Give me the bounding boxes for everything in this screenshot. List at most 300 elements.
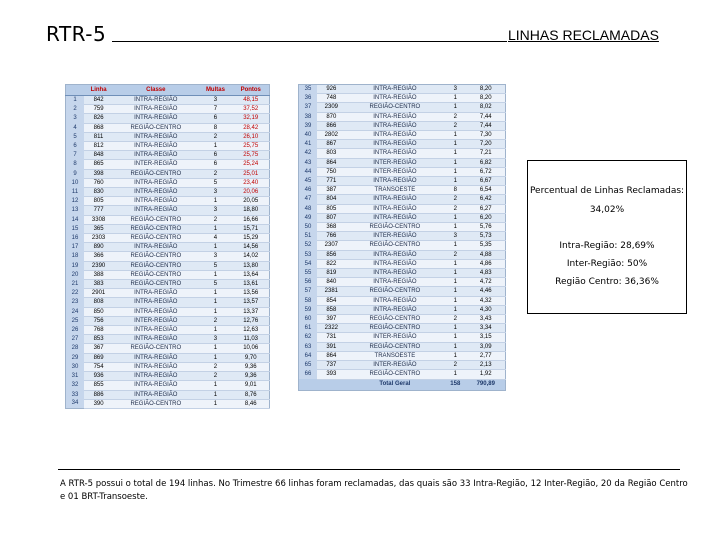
row-index: 39 <box>299 121 318 130</box>
linha-cell: 868 <box>84 123 113 132</box>
table-row <box>66 372 270 381</box>
table-row <box>299 305 506 314</box>
classe-cell: INTRA-REGIÃO <box>346 140 444 149</box>
pontos-cell: 25,75 <box>232 151 269 160</box>
multas-cell: 1 <box>444 333 466 342</box>
total-spacer <box>299 379 318 390</box>
inter-regiao-percentage: Inter-Região: 50% <box>566 259 648 269</box>
multas-cell: 2 <box>444 315 466 324</box>
row-index: 30 <box>66 362 85 371</box>
pontos-cell: 9,01 <box>232 381 269 390</box>
pontos-cell: 8,02 <box>467 103 506 112</box>
linha-cell: 387 <box>317 186 346 195</box>
multas-cell: 4 <box>198 234 232 243</box>
classe-cell: INTRA-REGIÃO <box>113 326 198 335</box>
classe-cell: INTRA-REGIÃO <box>113 142 198 151</box>
pontos-cell: 8,46 <box>232 399 269 408</box>
pontos-cell: 25,01 <box>232 169 269 178</box>
row-index: 34 <box>66 399 85 408</box>
classe-cell: INTER-REGIÃO <box>346 158 444 167</box>
table-row <box>299 204 506 213</box>
multas-cell: 3 <box>444 232 466 241</box>
table-row <box>66 160 270 169</box>
table-row <box>299 213 506 222</box>
multas-cell: 2 <box>444 361 466 370</box>
percentage-box <box>527 160 687 314</box>
multas-cell: 1 <box>444 342 466 351</box>
classe-cell: REGIÃO-CENTRO <box>346 315 444 324</box>
linha-cell: 365 <box>84 224 113 233</box>
table-row <box>66 270 270 279</box>
row-index: 50 <box>299 223 318 232</box>
multas-cell: 1 <box>444 103 466 112</box>
table-row <box>299 370 506 379</box>
pontos-cell: 20,06 <box>232 188 269 197</box>
total-spacer <box>317 379 346 390</box>
percentage-value: 34,02% <box>589 205 625 215</box>
table-row <box>66 261 270 270</box>
table-row <box>299 195 506 204</box>
linha-cell: 865 <box>84 160 113 169</box>
pontos-cell: 13,80 <box>232 261 269 270</box>
table-row <box>299 296 506 305</box>
pontos-cell: 1,92 <box>467 370 506 379</box>
table-row <box>299 158 506 167</box>
table-row <box>299 94 506 103</box>
pontos-cell: 14,56 <box>232 243 269 252</box>
pontos-cell: 3,34 <box>467 324 506 333</box>
table-row <box>66 224 270 233</box>
table-row <box>66 307 270 316</box>
linha-cell: 822 <box>317 259 346 268</box>
row-index: 22 <box>66 289 85 298</box>
linha-cell: 840 <box>317 278 346 287</box>
row-index: 14 <box>66 215 85 224</box>
classe-cell: REGIÃO-CENTRO <box>346 223 444 232</box>
row-index: 62 <box>299 333 318 342</box>
row-index: 51 <box>299 232 318 241</box>
table-row <box>66 142 270 151</box>
pontos-cell: 6,20 <box>467 213 506 222</box>
table-row <box>66 353 270 362</box>
row-index: 7 <box>66 151 85 160</box>
linha-cell: 890 <box>84 243 113 252</box>
multas-cell: 2 <box>198 215 232 224</box>
pontos-cell: 32,19 <box>232 114 269 123</box>
row-index: 8 <box>66 160 85 169</box>
table-row <box>66 390 270 399</box>
complaints-table-right <box>298 84 506 391</box>
pontos-cell: 15,71 <box>232 224 269 233</box>
table-row <box>299 121 506 130</box>
classe-cell: REGIÃO-CENTRO <box>346 287 444 296</box>
table-row <box>66 123 270 132</box>
row-index: 29 <box>66 353 85 362</box>
linha-cell: 771 <box>317 177 346 186</box>
pontos-cell: 11,03 <box>232 335 269 344</box>
row-index: 48 <box>299 204 318 213</box>
pontos-cell: 37,52 <box>232 105 269 114</box>
table-row <box>299 140 506 149</box>
linha-cell: 858 <box>317 305 346 314</box>
multas-cell: 2 <box>444 204 466 213</box>
classe-cell: REGIÃO-CENTRO <box>113 344 198 353</box>
linha-cell: 398 <box>84 169 113 178</box>
linha-cell: 768 <box>84 326 113 335</box>
linha-cell: 2309 <box>317 103 346 112</box>
pontos-cell: 6,72 <box>467 167 506 176</box>
linha-cell: 867 <box>317 140 346 149</box>
row-index: 9 <box>66 169 85 178</box>
multas-cell: 1 <box>444 278 466 287</box>
table-row <box>66 280 270 289</box>
linha-cell: 869 <box>84 353 113 362</box>
table-row <box>299 186 506 195</box>
multas-cell: 1 <box>444 370 466 379</box>
table-row <box>66 298 270 307</box>
multas-cell: 1 <box>444 269 466 278</box>
multas-cell: 1 <box>444 177 466 186</box>
classe-cell: INTRA-REGIÃO <box>113 390 198 399</box>
pontos-cell: 7,30 <box>467 131 506 140</box>
linha-cell: 366 <box>84 252 113 261</box>
table-row <box>299 361 506 370</box>
page-title: RTR-5 <box>46 22 107 46</box>
multas-cell: 1 <box>444 287 466 296</box>
pontos-cell: 28,42 <box>232 123 269 132</box>
table-row <box>299 149 506 158</box>
linha-cell: 803 <box>317 149 346 158</box>
classe-cell: REGIÃO-CENTRO <box>346 342 444 351</box>
table-row <box>299 287 506 296</box>
col-header-multas: Multas <box>198 85 232 96</box>
multas-cell: 1 <box>198 326 232 335</box>
multas-cell: 2 <box>444 121 466 130</box>
total-row <box>299 379 506 390</box>
multas-cell: 1 <box>444 158 466 167</box>
multas-cell: 3 <box>198 252 232 261</box>
table-header-row <box>66 85 270 96</box>
pontos-cell: 14,02 <box>232 252 269 261</box>
linha-cell: 926 <box>317 85 346 94</box>
linha-cell: 368 <box>317 223 346 232</box>
pontos-cell: 3,15 <box>467 333 506 342</box>
classe-cell: INTRA-REGIÃO <box>346 259 444 268</box>
classe-cell: INTRA-REGIÃO <box>113 362 198 371</box>
row-index: 17 <box>66 243 85 252</box>
row-index: 46 <box>299 186 318 195</box>
table-row <box>66 206 270 215</box>
pontos-cell: 7,20 <box>467 140 506 149</box>
pontos-cell: 48,15 <box>232 96 269 105</box>
multas-cell: 1 <box>198 390 232 399</box>
linha-cell: 936 <box>84 372 113 381</box>
multas-cell: 2 <box>198 362 232 371</box>
pontos-cell: 4,83 <box>467 269 506 278</box>
multas-cell: 6 <box>198 151 232 160</box>
total-label: Total Geral <box>346 379 444 390</box>
index-header <box>66 85 85 96</box>
table-row <box>299 131 506 140</box>
multas-cell: 1 <box>444 167 466 176</box>
linha-cell: 759 <box>84 105 113 114</box>
row-index: 65 <box>299 361 318 370</box>
multas-cell: 5 <box>198 280 232 289</box>
pontos-cell: 9,70 <box>232 353 269 362</box>
table-row <box>66 399 270 408</box>
pontos-cell: 4,88 <box>467 250 506 259</box>
multas-cell: 3 <box>198 188 232 197</box>
classe-cell: INTRA-REGIÃO <box>346 305 444 314</box>
pontos-cell: 15,29 <box>232 234 269 243</box>
classe-cell: TRANSOESTE <box>346 186 444 195</box>
pontos-cell: 2,13 <box>467 361 506 370</box>
footer-text: A RTR-5 possui o total de 194 linhas. No Trimestre 66 linhas foram reclamadas, das quais são 33 Intra-Região, 12 Inter-Região, 20 da Região Centro e 01 BRT-Transoeste. <box>60 479 688 502</box>
classe-cell: INTRA-REGIÃO <box>346 112 444 121</box>
linha-cell: 853 <box>84 335 113 344</box>
row-index: 19 <box>66 261 85 270</box>
linha-cell: 848 <box>84 151 113 160</box>
linha-cell: 2322 <box>317 324 346 333</box>
pontos-cell: 10,06 <box>232 344 269 353</box>
table-row <box>66 326 270 335</box>
linha-cell: 807 <box>317 213 346 222</box>
classe-cell: INTRA-REGIÃO <box>346 296 444 305</box>
pontos-cell: 4,32 <box>467 296 506 305</box>
classe-cell: INTER-REGIÃO <box>346 232 444 241</box>
pontos-cell: 13,57 <box>232 298 269 307</box>
multas-cell: 1 <box>444 305 466 314</box>
row-index: 12 <box>66 197 85 206</box>
classe-cell: INTRA-REGIÃO <box>346 177 444 186</box>
row-index: 28 <box>66 344 85 353</box>
row-index: 59 <box>299 305 318 314</box>
classe-cell: INTRA-REGIÃO <box>346 131 444 140</box>
table-row <box>66 243 270 252</box>
row-index: 58 <box>299 296 318 305</box>
classe-cell: INTRA-REGIÃO <box>346 269 444 278</box>
multas-cell: 1 <box>198 307 232 316</box>
linha-cell: 805 <box>317 204 346 213</box>
pontos-cell: 20,05 <box>232 197 269 206</box>
classe-cell: INTRA-REGIÃO <box>346 250 444 259</box>
classe-cell: INTRA-REGIÃO <box>113 307 198 316</box>
linha-cell: 766 <box>317 232 346 241</box>
multas-cell: 3 <box>444 85 466 94</box>
classe-cell: INTRA-REGIÃO <box>113 96 198 105</box>
classe-cell: INTRA-REGIÃO <box>113 197 198 206</box>
multas-cell: 1 <box>444 131 466 140</box>
classe-cell: INTER-REGIÃO <box>113 316 198 325</box>
multas-cell: 1 <box>198 344 232 353</box>
col-header-pontos: Pontos <box>232 85 269 96</box>
table-row <box>66 289 270 298</box>
row-index: 15 <box>66 224 85 233</box>
classe-cell: REGIÃO-CENTRO <box>346 370 444 379</box>
linha-cell: 856 <box>317 250 346 259</box>
table-row <box>299 223 506 232</box>
linha-cell: 811 <box>84 132 113 141</box>
classe-cell: INTRA-REGIÃO <box>346 204 444 213</box>
classe-cell: INTRA-REGIÃO <box>346 213 444 222</box>
row-index: 25 <box>66 316 85 325</box>
multas-cell: 1 <box>198 289 232 298</box>
row-index: 56 <box>299 278 318 287</box>
pontos-cell: 18,80 <box>232 206 269 215</box>
table-row <box>299 177 506 186</box>
pontos-cell: 12,76 <box>232 316 269 325</box>
col-header-classe: Classe <box>113 85 198 96</box>
row-index: 4 <box>66 123 85 132</box>
classe-cell: REGIÃO-CENTRO <box>113 270 198 279</box>
row-index: 23 <box>66 298 85 307</box>
row-index: 38 <box>299 112 318 121</box>
classe-cell: INTRA-REGIÃO <box>113 178 198 187</box>
table-row <box>66 381 270 390</box>
classe-cell: INTRA-REGIÃO <box>113 353 198 362</box>
total-pontos: 790,89 <box>467 379 506 390</box>
classe-cell: REGIÃO-CENTRO <box>113 215 198 224</box>
table-row <box>66 234 270 243</box>
pontos-cell: 8,76 <box>232 390 269 399</box>
classe-cell: INTRA-REGIÃO <box>346 94 444 103</box>
linha-cell: 870 <box>317 112 346 121</box>
multas-cell: 2 <box>444 112 466 121</box>
classe-cell: INTRA-REGIÃO <box>113 243 198 252</box>
pontos-cell: 13,56 <box>232 289 269 298</box>
row-index: 1 <box>66 96 85 105</box>
row-index: 47 <box>299 195 318 204</box>
row-index: 36 <box>299 94 318 103</box>
multas-cell: 1 <box>444 259 466 268</box>
row-index: 10 <box>66 178 85 187</box>
multas-cell: 3 <box>198 335 232 344</box>
linha-cell: 754 <box>84 362 113 371</box>
multas-cell: 1 <box>198 142 232 151</box>
pontos-cell: 13,64 <box>232 270 269 279</box>
row-index: 20 <box>66 270 85 279</box>
multas-cell: 1 <box>444 149 466 158</box>
classe-cell: REGIÃO-CENTRO <box>346 103 444 112</box>
pontos-cell: 13,61 <box>232 280 269 289</box>
footer-rule <box>58 469 680 470</box>
multas-cell: 1 <box>198 399 232 408</box>
table-row <box>299 315 506 324</box>
multas-cell: 1 <box>198 298 232 307</box>
pontos-cell: 7,21 <box>467 149 506 158</box>
multas-cell: 2 <box>198 132 232 141</box>
linha-cell: 391 <box>317 342 346 351</box>
table-row <box>66 344 270 353</box>
linha-cell: 367 <box>84 344 113 353</box>
title-underline <box>112 41 507 42</box>
row-index: 43 <box>299 158 318 167</box>
row-index: 60 <box>299 315 318 324</box>
linha-cell: 393 <box>317 370 346 379</box>
table-row <box>299 167 506 176</box>
pontos-cell: 2,77 <box>467 351 506 360</box>
classe-cell: INTRA-REGIÃO <box>113 298 198 307</box>
linha-cell: 819 <box>317 269 346 278</box>
linha-cell: 777 <box>84 206 113 215</box>
row-index: 40 <box>299 131 318 140</box>
linha-cell: 842 <box>84 96 113 105</box>
classe-cell: TRANSOESTE <box>346 351 444 360</box>
table-row <box>66 178 270 187</box>
row-index: 18 <box>66 252 85 261</box>
row-index: 55 <box>299 269 318 278</box>
row-index: 16 <box>66 234 85 243</box>
pontos-cell: 6,82 <box>467 158 506 167</box>
multas-cell: 2 <box>198 316 232 325</box>
classe-cell: INTRA-REGIÃO <box>346 149 444 158</box>
classe-cell: REGIÃO-CENTRO <box>346 324 444 333</box>
table-row <box>66 188 270 197</box>
table-row <box>299 324 506 333</box>
multas-cell: 3 <box>198 96 232 105</box>
linha-cell: 854 <box>317 296 346 305</box>
linha-cell: 3308 <box>84 215 113 224</box>
linha-cell: 397 <box>317 315 346 324</box>
table-row <box>299 333 506 342</box>
row-index: 13 <box>66 206 85 215</box>
row-index: 57 <box>299 287 318 296</box>
pontos-cell: 6,67 <box>467 177 506 186</box>
pontos-cell: 6,27 <box>467 204 506 213</box>
classe-cell: REGIÃO-CENTRO <box>113 280 198 289</box>
table-row <box>66 151 270 160</box>
linha-cell: 805 <box>84 197 113 206</box>
row-index: 32 <box>66 381 85 390</box>
linha-cell: 866 <box>317 121 346 130</box>
linha-cell: 390 <box>84 399 113 408</box>
pontos-cell: 23,40 <box>232 178 269 187</box>
table-row <box>299 269 506 278</box>
linha-cell: 2802 <box>317 131 346 140</box>
row-index: 53 <box>299 250 318 259</box>
multas-cell: 2 <box>198 169 232 178</box>
linha-cell: 886 <box>84 390 113 399</box>
multas-cell: 1 <box>198 381 232 390</box>
pontos-cell: 8,20 <box>467 94 506 103</box>
classe-cell: INTRA-REGIÃO <box>346 278 444 287</box>
classe-cell: INTRA-REGIÃO <box>113 335 198 344</box>
linha-cell: 2303 <box>84 234 113 243</box>
pontos-cell: 6,54 <box>467 186 506 195</box>
multas-cell: 6 <box>198 160 232 169</box>
table-row <box>299 103 506 112</box>
row-index: 21 <box>66 280 85 289</box>
row-index: 5 <box>66 132 85 141</box>
classe-cell: REGIÃO-CENTRO <box>113 261 198 270</box>
linha-cell: 812 <box>84 142 113 151</box>
table-row <box>66 96 270 105</box>
row-index: 45 <box>299 177 318 186</box>
linha-cell: 830 <box>84 188 113 197</box>
row-index: 33 <box>66 390 85 399</box>
multas-cell: 1 <box>444 241 466 250</box>
pontos-cell: 4,30 <box>467 305 506 314</box>
linha-cell: 2390 <box>84 261 113 270</box>
table-row <box>299 351 506 360</box>
linha-cell: 756 <box>84 316 113 325</box>
linha-cell: 855 <box>84 381 113 390</box>
multas-cell: 1 <box>198 353 232 362</box>
multas-cell: 1 <box>444 94 466 103</box>
classe-cell: INTRA-REGIÃO <box>346 85 444 94</box>
pontos-cell: 4,86 <box>467 259 506 268</box>
row-index: 54 <box>299 259 318 268</box>
